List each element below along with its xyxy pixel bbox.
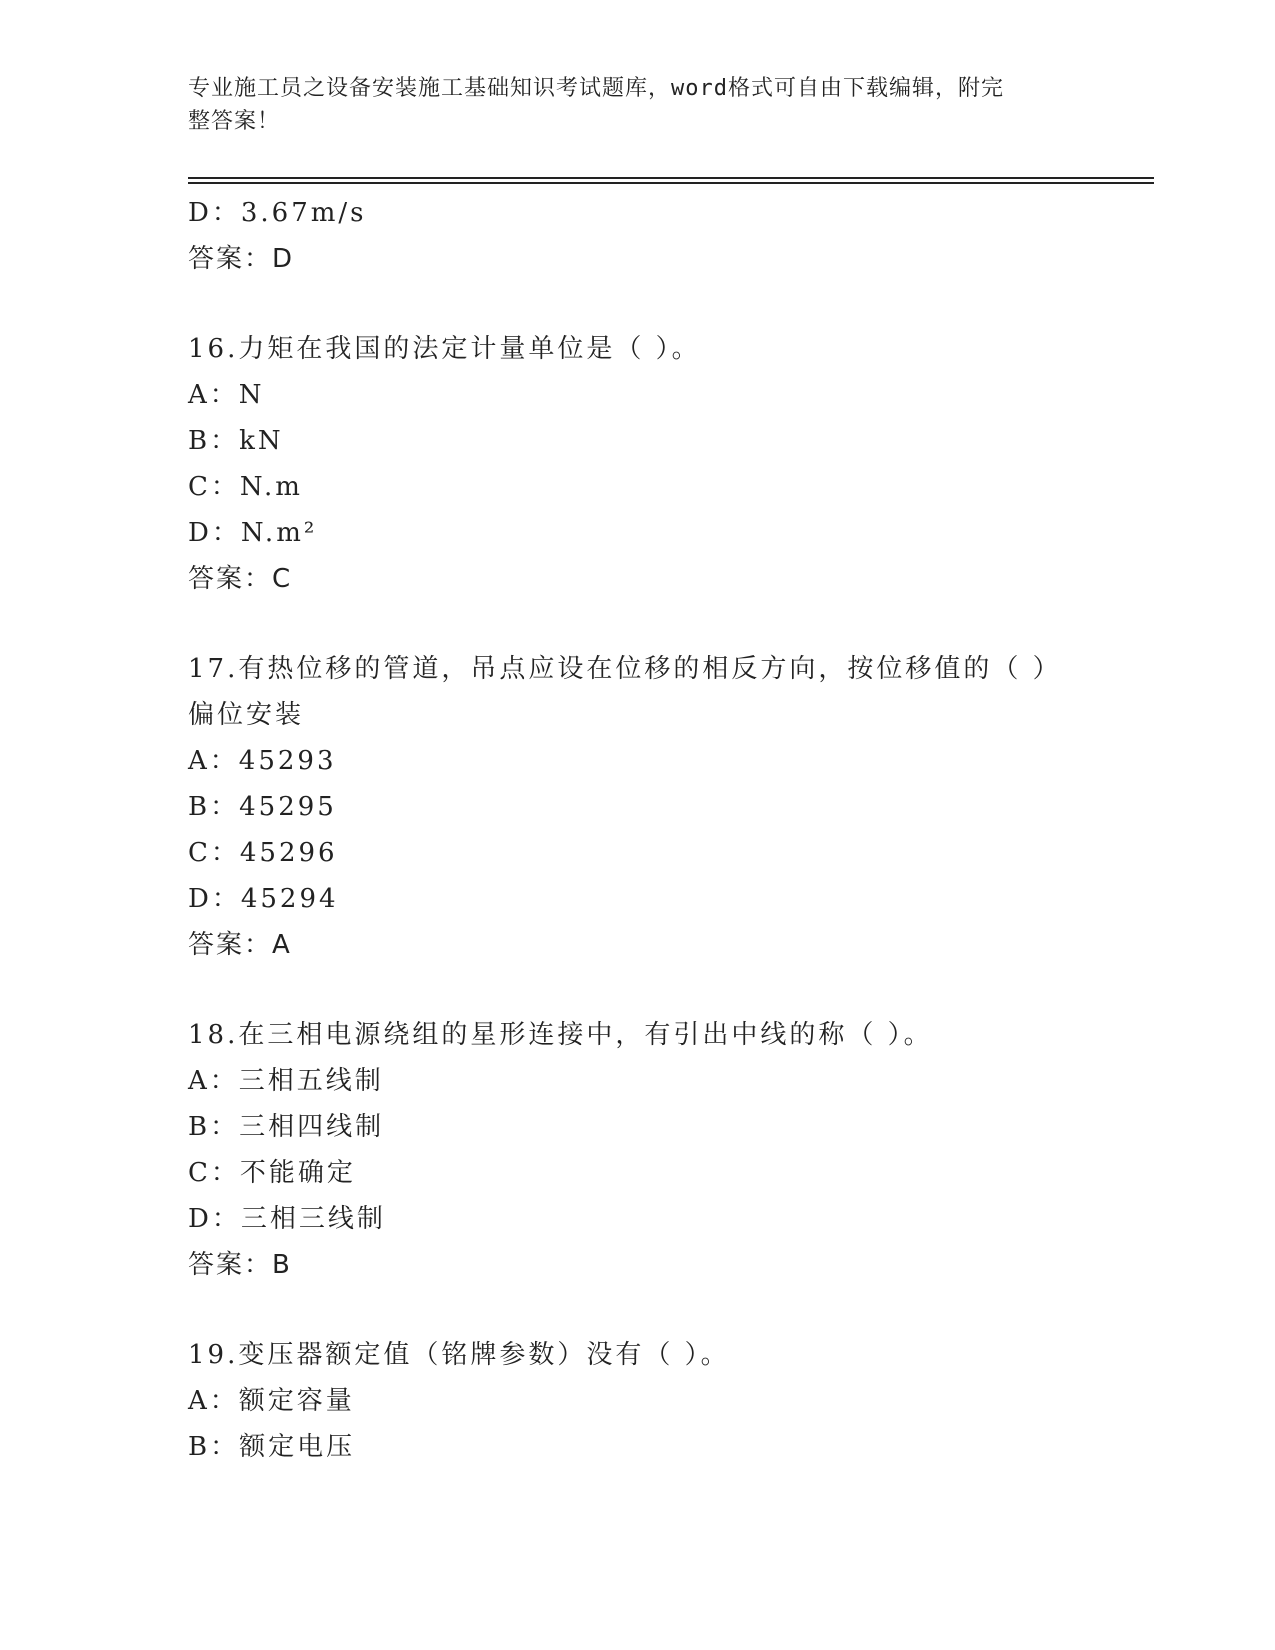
option-b: B：三相四线制 <box>188 1112 385 1142</box>
spacer <box>188 282 1138 326</box>
question-19 <box>188 1332 1138 1470</box>
answer: 答案：A <box>188 930 292 960</box>
question-stem: 18.在三相电源绕组的星形连接中，有引出中线的称（ ）。 <box>188 1020 933 1050</box>
answer: 答案：B <box>188 1250 292 1280</box>
option-d: D：三相三线制 <box>188 1204 386 1234</box>
option-c: C：不能确定 <box>188 1158 356 1188</box>
spacer <box>188 602 1138 646</box>
option-d: D：N.m² <box>188 518 318 548</box>
prev-option-d: D：3.67m/s <box>188 198 367 228</box>
question-17 <box>188 646 1138 968</box>
question-18 <box>188 1012 1138 1288</box>
question-stem-line-1: 17.有热位移的管道，吊点应设在位移的相反方向，按位移值的（ ） <box>188 654 1062 684</box>
header-rule-top <box>188 177 1154 179</box>
option-d: D：45294 <box>188 884 339 914</box>
option-a: A：45293 <box>188 746 337 776</box>
option-a: A：N <box>188 380 265 410</box>
option-b: B：额定电压 <box>188 1432 356 1462</box>
question-list <box>188 190 1138 1470</box>
header-rule-bottom <box>188 182 1154 184</box>
spacer <box>188 1288 1138 1332</box>
option-b: B：45295 <box>188 792 337 822</box>
option-b: B：kN <box>188 426 284 456</box>
header-line-1: 专业施工员之设备安装施工基础知识考试题库，word格式可自由下载编辑，附完 <box>188 76 1004 101</box>
question-stem: 16.力矩在我国的法定计量单位是（ ）。 <box>188 334 701 364</box>
prev-answer: 答案：D <box>188 244 295 274</box>
option-a: A：三相五线制 <box>188 1066 384 1096</box>
option-c: C：45296 <box>188 838 338 868</box>
answer: 答案：C <box>188 564 293 594</box>
header-line-2: 整答案！ <box>188 109 281 134</box>
spacer <box>188 968 1138 1012</box>
option-a: A：额定容量 <box>188 1386 355 1416</box>
document-header <box>188 72 1088 138</box>
question-stem: 19.变压器额定值（铭牌参数）没有（ ）。 <box>188 1340 730 1370</box>
option-c: C：N.m <box>188 472 303 502</box>
question-16 <box>188 326 1138 602</box>
question-stem-line-2: 偏位安装 <box>188 700 305 730</box>
